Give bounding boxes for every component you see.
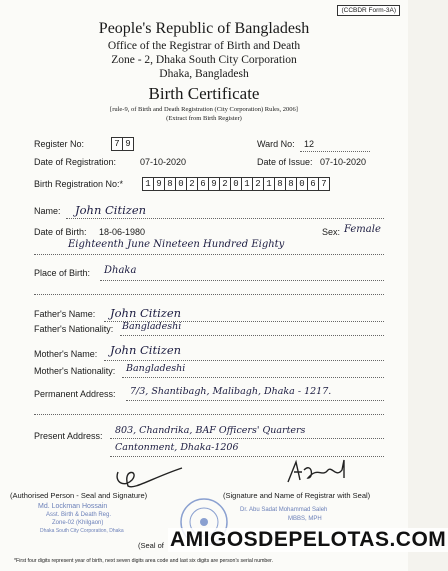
register-no-boxes bbox=[112, 137, 134, 151]
place-of-birth-value: Dhaka bbox=[104, 265, 137, 276]
ward-no-label: Ward No: bbox=[257, 139, 295, 149]
register-no-digit-box: 7 bbox=[111, 137, 123, 151]
present-address-line1: 803, Chandrika, BAF Officers' Quarters bbox=[115, 425, 306, 436]
register-no-digit-box: 9 bbox=[122, 137, 134, 151]
date-of-issue-value: 07-10-2020 bbox=[320, 157, 367, 167]
right-stamp-line-1: Dr. Abu Sadat Mohammad Saleh bbox=[240, 507, 328, 513]
birth-reg-no-digit-box: 1 bbox=[241, 177, 253, 191]
left-stamp-line-3: Zone-02 (Khilgaon) bbox=[52, 520, 104, 526]
date-of-registration-value: 07-10-2020 bbox=[140, 157, 187, 167]
extract-note: (Extract from Birth Register) bbox=[166, 115, 242, 122]
birth-reg-no-digit-box: 2 bbox=[186, 177, 198, 191]
mothers-nationality-line bbox=[122, 377, 384, 378]
permanent-address-value: 7/3, Shantibagh, Malibagh, Dhaka - 1217. bbox=[130, 386, 332, 397]
date-of-registration-label: Date of Registration: bbox=[34, 157, 117, 167]
mothers-name-value: John Citizen bbox=[110, 343, 182, 357]
fathers-nationality-line bbox=[120, 335, 384, 336]
name-value: John Citizen bbox=[75, 203, 147, 217]
name-label: Name: bbox=[34, 206, 61, 216]
certificate-title: Birth Certificate bbox=[148, 84, 260, 103]
permanent-address-line bbox=[126, 400, 384, 401]
seal-of-caption: (Seal of bbox=[138, 541, 164, 550]
permanent-address-line-2 bbox=[34, 414, 384, 415]
left-stamp-line-4: Dhaka South City Corporation, Dhaka bbox=[40, 528, 124, 534]
permanent-address-label: Permanent Address: bbox=[34, 389, 116, 399]
place-of-birth-label: Place of Birth: bbox=[34, 268, 91, 278]
birth-reg-no-digit-box: 1 bbox=[142, 177, 154, 191]
left-stamp-line-1: Md. Lockman Hossain bbox=[38, 503, 108, 510]
fathers-nationality-value: Bangladeshi bbox=[122, 321, 182, 332]
zone-heading: Zone - 2, Dhaka South City Corporation bbox=[111, 54, 297, 66]
ward-no-value: 12 bbox=[304, 139, 315, 149]
sex-label: Sex: bbox=[322, 227, 341, 237]
mothers-nationality-value: Bangladeshi bbox=[126, 363, 186, 374]
birth-reg-no-digit-box: 6 bbox=[307, 177, 319, 191]
birth-reg-no-digit-box: 9 bbox=[153, 177, 165, 191]
birth-reg-no-digit-box: 2 bbox=[252, 177, 264, 191]
birth-reg-no-digit-box: 0 bbox=[230, 177, 242, 191]
birth-reg-no-digit-box: 9 bbox=[208, 177, 220, 191]
left-stamp-line-2: Asst. Birth & Death Reg. bbox=[46, 512, 112, 518]
present-address-label: Present Address: bbox=[34, 431, 103, 441]
dob-in-words: Eighteenth June Nineteen Hundred Eighty bbox=[68, 239, 285, 250]
name-line bbox=[66, 218, 384, 219]
mothers-nationality-label: Mother's Nationality: bbox=[34, 366, 116, 376]
rule-reference: [rule-9, of Birth and Death Registration (City Corporation) Rules, 2006] bbox=[110, 106, 298, 113]
register-no-label: Register No: bbox=[34, 139, 85, 149]
mothers-name-line bbox=[104, 360, 384, 361]
footnote: *First four digits represent year of birth, next seven digits area code and last six digits are person's serial number. bbox=[14, 558, 274, 564]
authorised-person-caption: (Authorised Person - Seal and Signature) bbox=[10, 491, 148, 500]
present-address-line bbox=[110, 438, 384, 439]
present-address-line2: Cantonment, Dhaka-1206 bbox=[115, 442, 239, 453]
dob-words-line bbox=[34, 254, 384, 255]
mothers-name-label: Mother's Name: bbox=[34, 349, 98, 359]
registrar-signature-icon bbox=[282, 456, 362, 490]
authorised-signature-icon bbox=[112, 460, 192, 492]
birth-reg-no-digit-box: 0 bbox=[175, 177, 187, 191]
form-code: (CCBDR Form-3A) bbox=[337, 5, 400, 16]
registrar-caption: (Signature and Name of Registrar with Seal) bbox=[223, 491, 371, 500]
place-of-birth-line-2 bbox=[34, 294, 384, 295]
birth-reg-no-label: Birth Registration No:* bbox=[34, 179, 124, 189]
fathers-nationality-label: Father's Nationality: bbox=[34, 324, 114, 334]
birth-reg-no-digit-box: 7 bbox=[318, 177, 330, 191]
birth-reg-no-digit-box: 1 bbox=[263, 177, 275, 191]
fathers-name-label: Father's Name: bbox=[34, 309, 96, 319]
date-of-issue-label: Date of Issue: bbox=[257, 157, 313, 167]
birth-reg-no-digit-box: 8 bbox=[164, 177, 176, 191]
birth-reg-no-digit-box: 2 bbox=[219, 177, 231, 191]
office-heading: Office of the Registrar of Birth and Death bbox=[107, 40, 301, 52]
city-heading: Dhaka, Bangladesh bbox=[159, 68, 249, 80]
country-heading: People's Republic of Bangladesh bbox=[98, 20, 310, 37]
place-of-birth-line bbox=[100, 280, 384, 281]
birth-reg-no-digit-box: 0 bbox=[296, 177, 308, 191]
birth-reg-no-digit-box: 8 bbox=[285, 177, 297, 191]
dob-value: 18-06-1980 bbox=[99, 227, 146, 237]
right-stamp-line-2: MBBS, MPH bbox=[288, 516, 322, 522]
sex-value: Female bbox=[344, 224, 381, 235]
ward-no-line bbox=[300, 151, 370, 152]
watermark: AMIGOSDEPELOTAS.COM bbox=[170, 528, 447, 551]
dob-label: Date of Birth: bbox=[34, 227, 87, 237]
birth-reg-no-digit-box: 6 bbox=[197, 177, 209, 191]
birth-reg-no-boxes bbox=[143, 177, 330, 191]
fathers-name-value: John Citizen bbox=[110, 306, 182, 320]
birth-reg-no-digit-box: 8 bbox=[274, 177, 286, 191]
